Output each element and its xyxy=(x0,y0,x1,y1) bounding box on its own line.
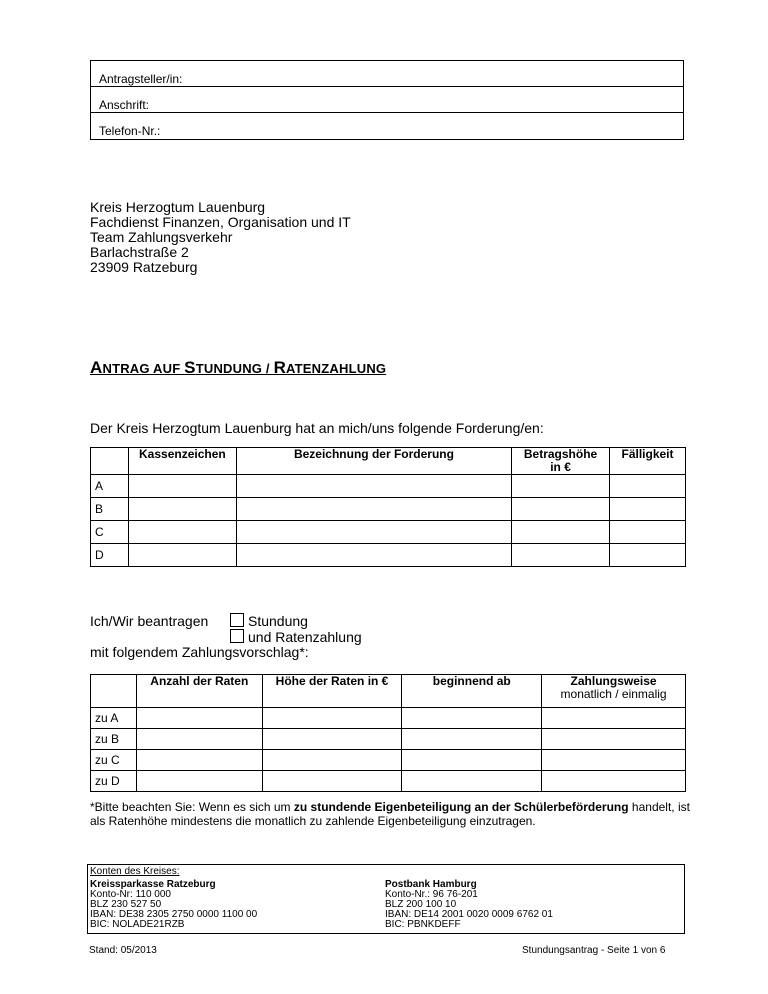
applicant-name-field[interactable] xyxy=(91,61,683,87)
table-cell[interactable] xyxy=(128,498,236,521)
recipient-address xyxy=(90,200,351,275)
payment-header-beginn: beginnend ab xyxy=(402,675,542,708)
bank-iban: IBAN: DE38 2305 2750 0000 1100 00 xyxy=(90,909,258,920)
table-cell[interactable] xyxy=(542,729,686,750)
title-part: ATENZAHLUNG xyxy=(286,361,387,376)
footnote xyxy=(90,800,690,828)
bank-iban: IBAN: DE14 2001 0020 0009 6762 01 xyxy=(385,909,553,920)
table-cell[interactable] xyxy=(610,521,686,544)
table-cell[interactable] xyxy=(512,544,610,567)
table-row xyxy=(91,544,686,567)
table-cell[interactable] xyxy=(610,498,686,521)
table-cell[interactable] xyxy=(236,475,511,498)
claims-header-kassenzeichen: Kassenzeichen xyxy=(128,448,236,475)
row-label: zu D xyxy=(91,771,137,792)
table-cell[interactable] xyxy=(236,498,511,521)
row-label: A xyxy=(91,475,129,498)
applicant-address-field[interactable] xyxy=(91,87,683,113)
bank-account-1 xyxy=(90,880,257,930)
title-part: A xyxy=(90,358,103,377)
bank-blz: BLZ 200 100 10 xyxy=(385,899,457,910)
request-lead: Ich/Wir beantragen xyxy=(90,613,209,629)
claims-header-row xyxy=(91,448,686,475)
table-cell[interactable] xyxy=(542,771,686,792)
request-section xyxy=(90,613,362,660)
request-suffix: mit folgendem Zahlungsvorschlag*: xyxy=(90,644,309,660)
table-cell[interactable] xyxy=(136,750,262,771)
bank-konto: Konto-Nr.: 96 76-201 xyxy=(385,889,478,900)
row-label: zu B xyxy=(91,729,137,750)
note-post: handelt, ist als Ratenhöhe mindestens die monatlich zu zahlende Eigenbeteiligung einzutragen. xyxy=(90,800,690,828)
zahlungsweise-subtitle: monatlich / einmalig xyxy=(560,687,667,701)
footer-page-number: Stundungsantrag - Seite 1 von 6 xyxy=(522,945,666,956)
row-label: D xyxy=(91,544,129,567)
payment-header xyxy=(91,675,137,708)
recipient-line: Barlachstraße 2 xyxy=(90,244,189,260)
table-cell[interactable] xyxy=(236,544,511,567)
table-cell[interactable] xyxy=(402,771,542,792)
payment-header-row xyxy=(91,675,686,708)
stundung-label: Stundung xyxy=(248,613,308,629)
table-cell[interactable] xyxy=(610,544,686,567)
table-cell[interactable] xyxy=(610,475,686,498)
row-label: C xyxy=(91,521,129,544)
stundung-checkbox[interactable] xyxy=(230,613,244,627)
row-label: zu A xyxy=(91,708,137,729)
payment-header-zahlungsweise xyxy=(542,675,686,708)
table-cell[interactable] xyxy=(512,521,610,544)
recipient-line: Team Zahlungsverkehr xyxy=(90,229,233,245)
row-label: B xyxy=(91,498,129,521)
accounts-caption: Konten des Kreises: xyxy=(90,866,180,877)
bank-accounts-box xyxy=(87,864,685,934)
bank-bic: BIC: PBNKDEFF xyxy=(385,919,461,930)
recipient-line: 23909 Ratzeburg xyxy=(90,259,198,275)
title-part: R xyxy=(273,358,287,377)
note-pre: *Bitte beachten Sie: Wenn es sich um xyxy=(90,800,294,814)
table-cell[interactable] xyxy=(402,729,542,750)
bank-name: Postbank Hamburg xyxy=(385,879,477,890)
table-cell[interactable] xyxy=(402,750,542,771)
table-cell[interactable] xyxy=(236,521,511,544)
table-cell[interactable] xyxy=(512,475,610,498)
note-bold: zu stundende Eigenbeteiligung an der Schülerbeförderung xyxy=(293,800,629,814)
payment-table xyxy=(90,674,686,792)
applicant-address-label: Anschrift: xyxy=(99,98,150,112)
recipient-line: Fachdienst Finanzen, Organisation und IT xyxy=(90,214,351,230)
bank-konto: Konto-Nr: 110 000 xyxy=(90,889,171,900)
payment-header-anzahl: Anzahl der Raten xyxy=(136,675,262,708)
table-row xyxy=(91,498,686,521)
bank-name: Kreissparkasse Ratzeburg xyxy=(90,879,216,890)
claims-header-betrag: Betragshöhe in € xyxy=(512,448,610,475)
table-cell[interactable] xyxy=(262,729,402,750)
applicant-phone-field[interactable] xyxy=(91,113,683,139)
table-cell[interactable] xyxy=(128,521,236,544)
intro-text: Der Kreis Herzogtum Lauenburg hat an mich/uns folgende Forderung/en: xyxy=(90,420,544,436)
table-cell[interactable] xyxy=(542,708,686,729)
payment-header-hoehe: Höhe der Raten in € xyxy=(262,675,402,708)
claims-table xyxy=(90,447,686,567)
title-part: TUNDUNG / xyxy=(195,361,274,376)
row-label: zu C xyxy=(91,750,137,771)
table-cell[interactable] xyxy=(262,750,402,771)
claims-header-bezeichnung: Bezeichnung der Forderung xyxy=(236,448,511,475)
table-cell[interactable] xyxy=(512,498,610,521)
zahlungsweise-title: Zahlungsweise xyxy=(570,674,657,688)
applicant-phone-label: Telefon-Nr.: xyxy=(99,124,161,138)
applicant-name-label: Antragsteller/in: xyxy=(99,72,183,86)
table-cell[interactable] xyxy=(542,750,686,771)
applicant-box xyxy=(90,60,684,140)
table-cell[interactable] xyxy=(136,729,262,750)
bank-bic: BIC: NOLADE21RZB xyxy=(90,919,185,930)
claims-header-faelligkeit: Fälligkeit xyxy=(610,448,686,475)
table-cell[interactable] xyxy=(402,708,542,729)
bank-blz: BLZ 230 527 50 xyxy=(90,899,162,910)
table-row xyxy=(91,771,686,792)
footer-date: Stand: 05/2013 xyxy=(89,945,157,956)
table-row xyxy=(91,475,686,498)
bank-account-2 xyxy=(385,880,553,930)
recipient-line: Kreis Herzogtum Lauenburg xyxy=(90,199,266,215)
table-cell[interactable] xyxy=(136,708,262,729)
table-row xyxy=(91,729,686,750)
table-cell[interactable] xyxy=(128,475,236,498)
table-cell[interactable] xyxy=(136,771,262,792)
ratenzahlung-checkbox[interactable] xyxy=(230,629,244,643)
table-cell[interactable] xyxy=(262,708,402,729)
title-part: NTRAG AUF xyxy=(102,361,185,376)
table-row xyxy=(91,708,686,729)
page-title xyxy=(90,358,386,378)
claims-header xyxy=(91,448,129,475)
table-row xyxy=(91,750,686,771)
title-part: S xyxy=(184,358,196,377)
table-row xyxy=(91,521,686,544)
table-cell[interactable] xyxy=(128,544,236,567)
table-cell[interactable] xyxy=(262,771,402,792)
ratenzahlung-label: und Ratenzahlung xyxy=(248,629,362,645)
